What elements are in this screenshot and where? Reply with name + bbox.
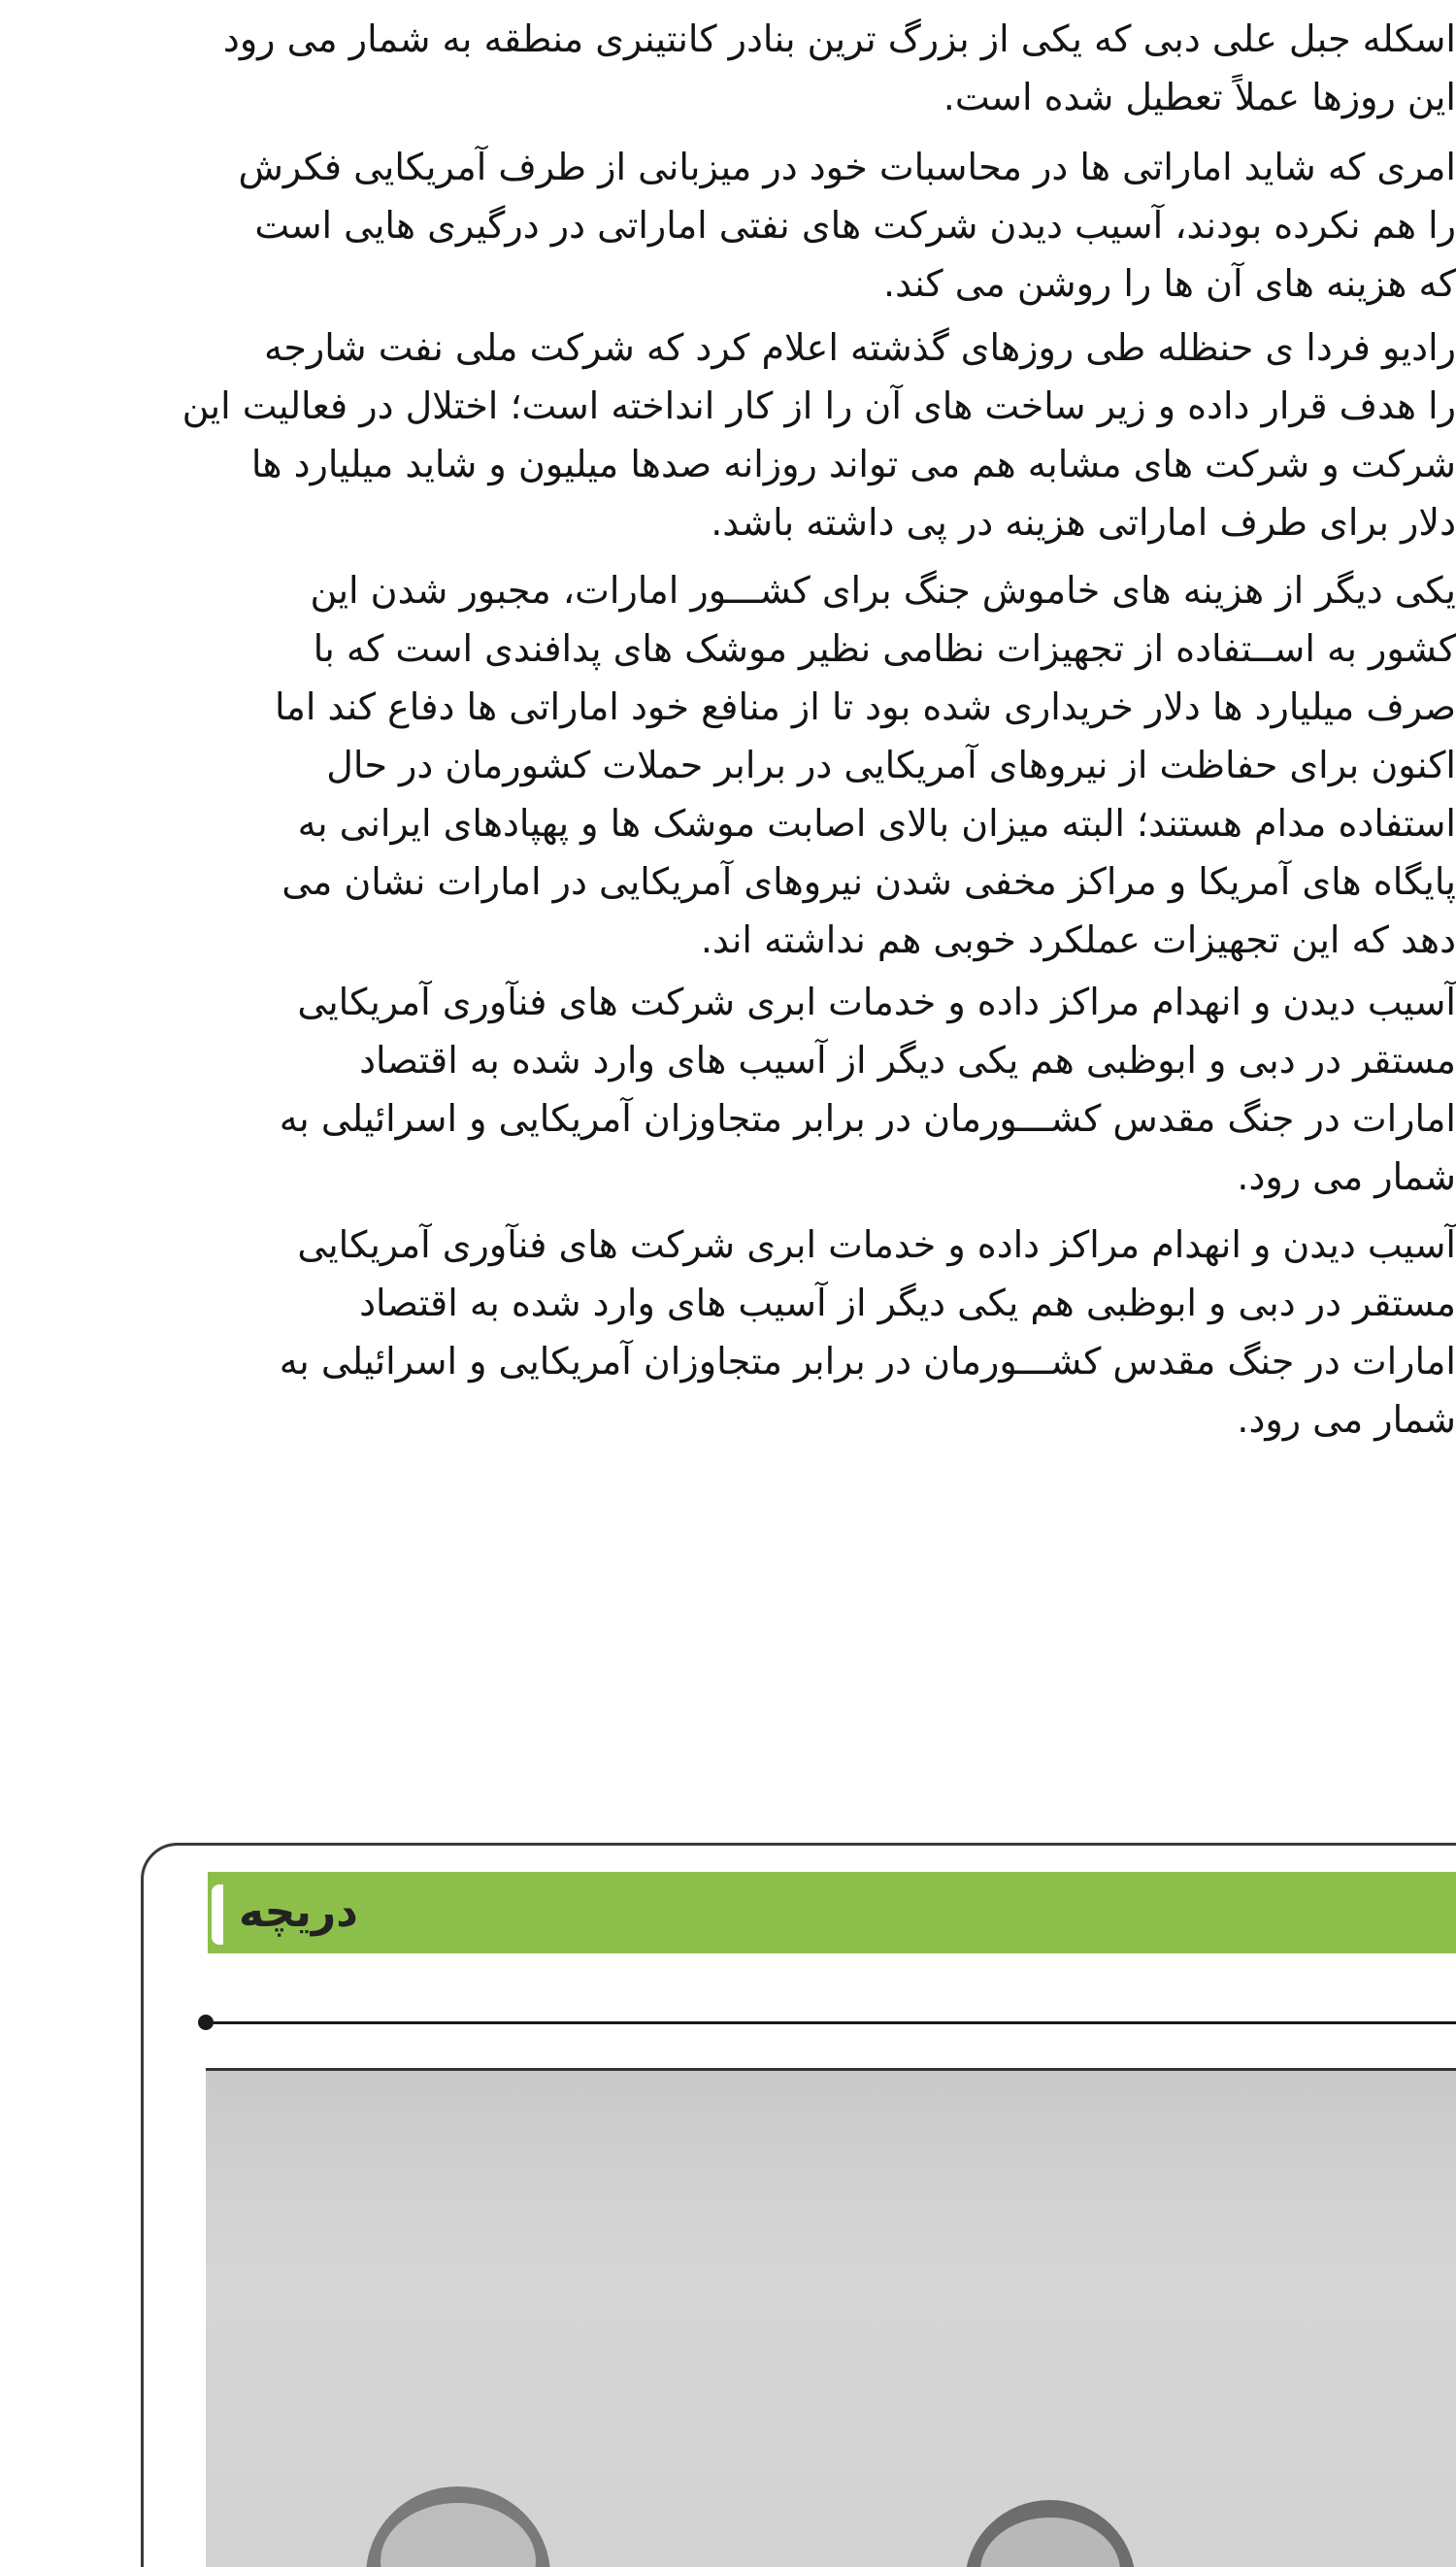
photo [206,2071,1456,2567]
header-notch [212,1884,223,1945]
text-line: دلار برای طرف اماراتی هزینه در پی داشته باشد. [711,501,1456,544]
divider-line [206,2021,1456,2024]
sidebar-header-label: دریچه [239,1887,358,1937]
text-line: آسیب دیدن و انهدام مراکز داده و خدمات ابری شرکت های فنآوری آمریکایی [297,981,1456,1023]
text-line: استفاده مدام هستند؛ البته میزان بالای اصابت موشک ها و پهپادهای ایرانی به [297,802,1456,845]
text-line: رادیو فردا ی حنظله طی روزهای گذشته اعلام کرد که شرکت ملی نفت شارجه [264,326,1456,369]
text-line: دهد که این تجهیزات عملکرد خوبی هم نداشته اند. [700,918,1456,961]
sidebar-header-bar [208,1872,1456,1953]
photo-icon [206,2071,1456,2567]
text-line: پایگاه های آمریکا و مراکز مخفی شدن نیروهای آمریکایی در امارات نشان می [281,860,1456,903]
text-line: اسکله جبل علی دبی که یکی از بزرگ ترین بنادر کانتینری منطقه به شمار می رود [222,17,1456,60]
text-line: اکنون برای حفاظت از نیروهای آمریکایی در برابر حملات کشورمان در حال [326,744,1456,786]
text-line: شمار می رود. [1237,1155,1456,1198]
text-line: یکی دیگر از هزینه های خاموش جنگ برای کشـــور امارات، مجبور شدن این [310,569,1456,612]
text-line: کشور به اســتفاده از تجهیزات نظامی نظیر موشک های پدافندی است که با [313,627,1456,670]
text-line: را هدف قرار داده و زیر ساخت های آن را از کار انداخته است؛ اختلال در فعالیت این [182,384,1456,427]
text-line: امارات در جنگ مقدس کشـــورمان در برابر متجاوزان آمریکایی و اسرائیلی به [279,1097,1456,1140]
text-line: آسیب دیدن و انهدام مراکز داده و خدمات ابری شرکت های فنآوری آمریکایی [297,1223,1456,1266]
text-line: مستقر در دبی و ابوظبی هم یکی دیگر از آسیب های وارد شده به اقتصاد [359,1039,1456,1082]
text-line: شرکت و شرکت های مشابه هم می تواند روزانه صدها میلیون و شاید میلیارد ها [250,443,1456,485]
divider-dot [198,2015,214,2030]
text-line: امارات در جنگ مقدس کشـــورمان در برابر متجاوزان آمریکایی و اسرائیلی به [279,1340,1456,1383]
text-line: این روزها عملاً تعطیل شده است. [943,76,1456,118]
text-line: مستقر در دبی و ابوظبی هم یکی دیگر از آسیب های وارد شده به اقتصاد [359,1282,1456,1324]
text-line: را هم نکرده بودند، آسیب دیدن شرکت های نفتی اماراتی در درگیری هایی است [254,204,1456,247]
text-line: شمار می رود. [1237,1398,1456,1441]
text-line: صرف میلیارد ها دلار خریداری شده بود تا از منافع خود اماراتی ها دفاع کند اما [274,685,1456,728]
text-line: که هزینه های آن ها را روشن می کند. [883,262,1456,305]
text-line: امری که شاید اماراتی ها در محاسبات خود در میزبانی از طرف آمریکایی فکرش [238,146,1456,188]
